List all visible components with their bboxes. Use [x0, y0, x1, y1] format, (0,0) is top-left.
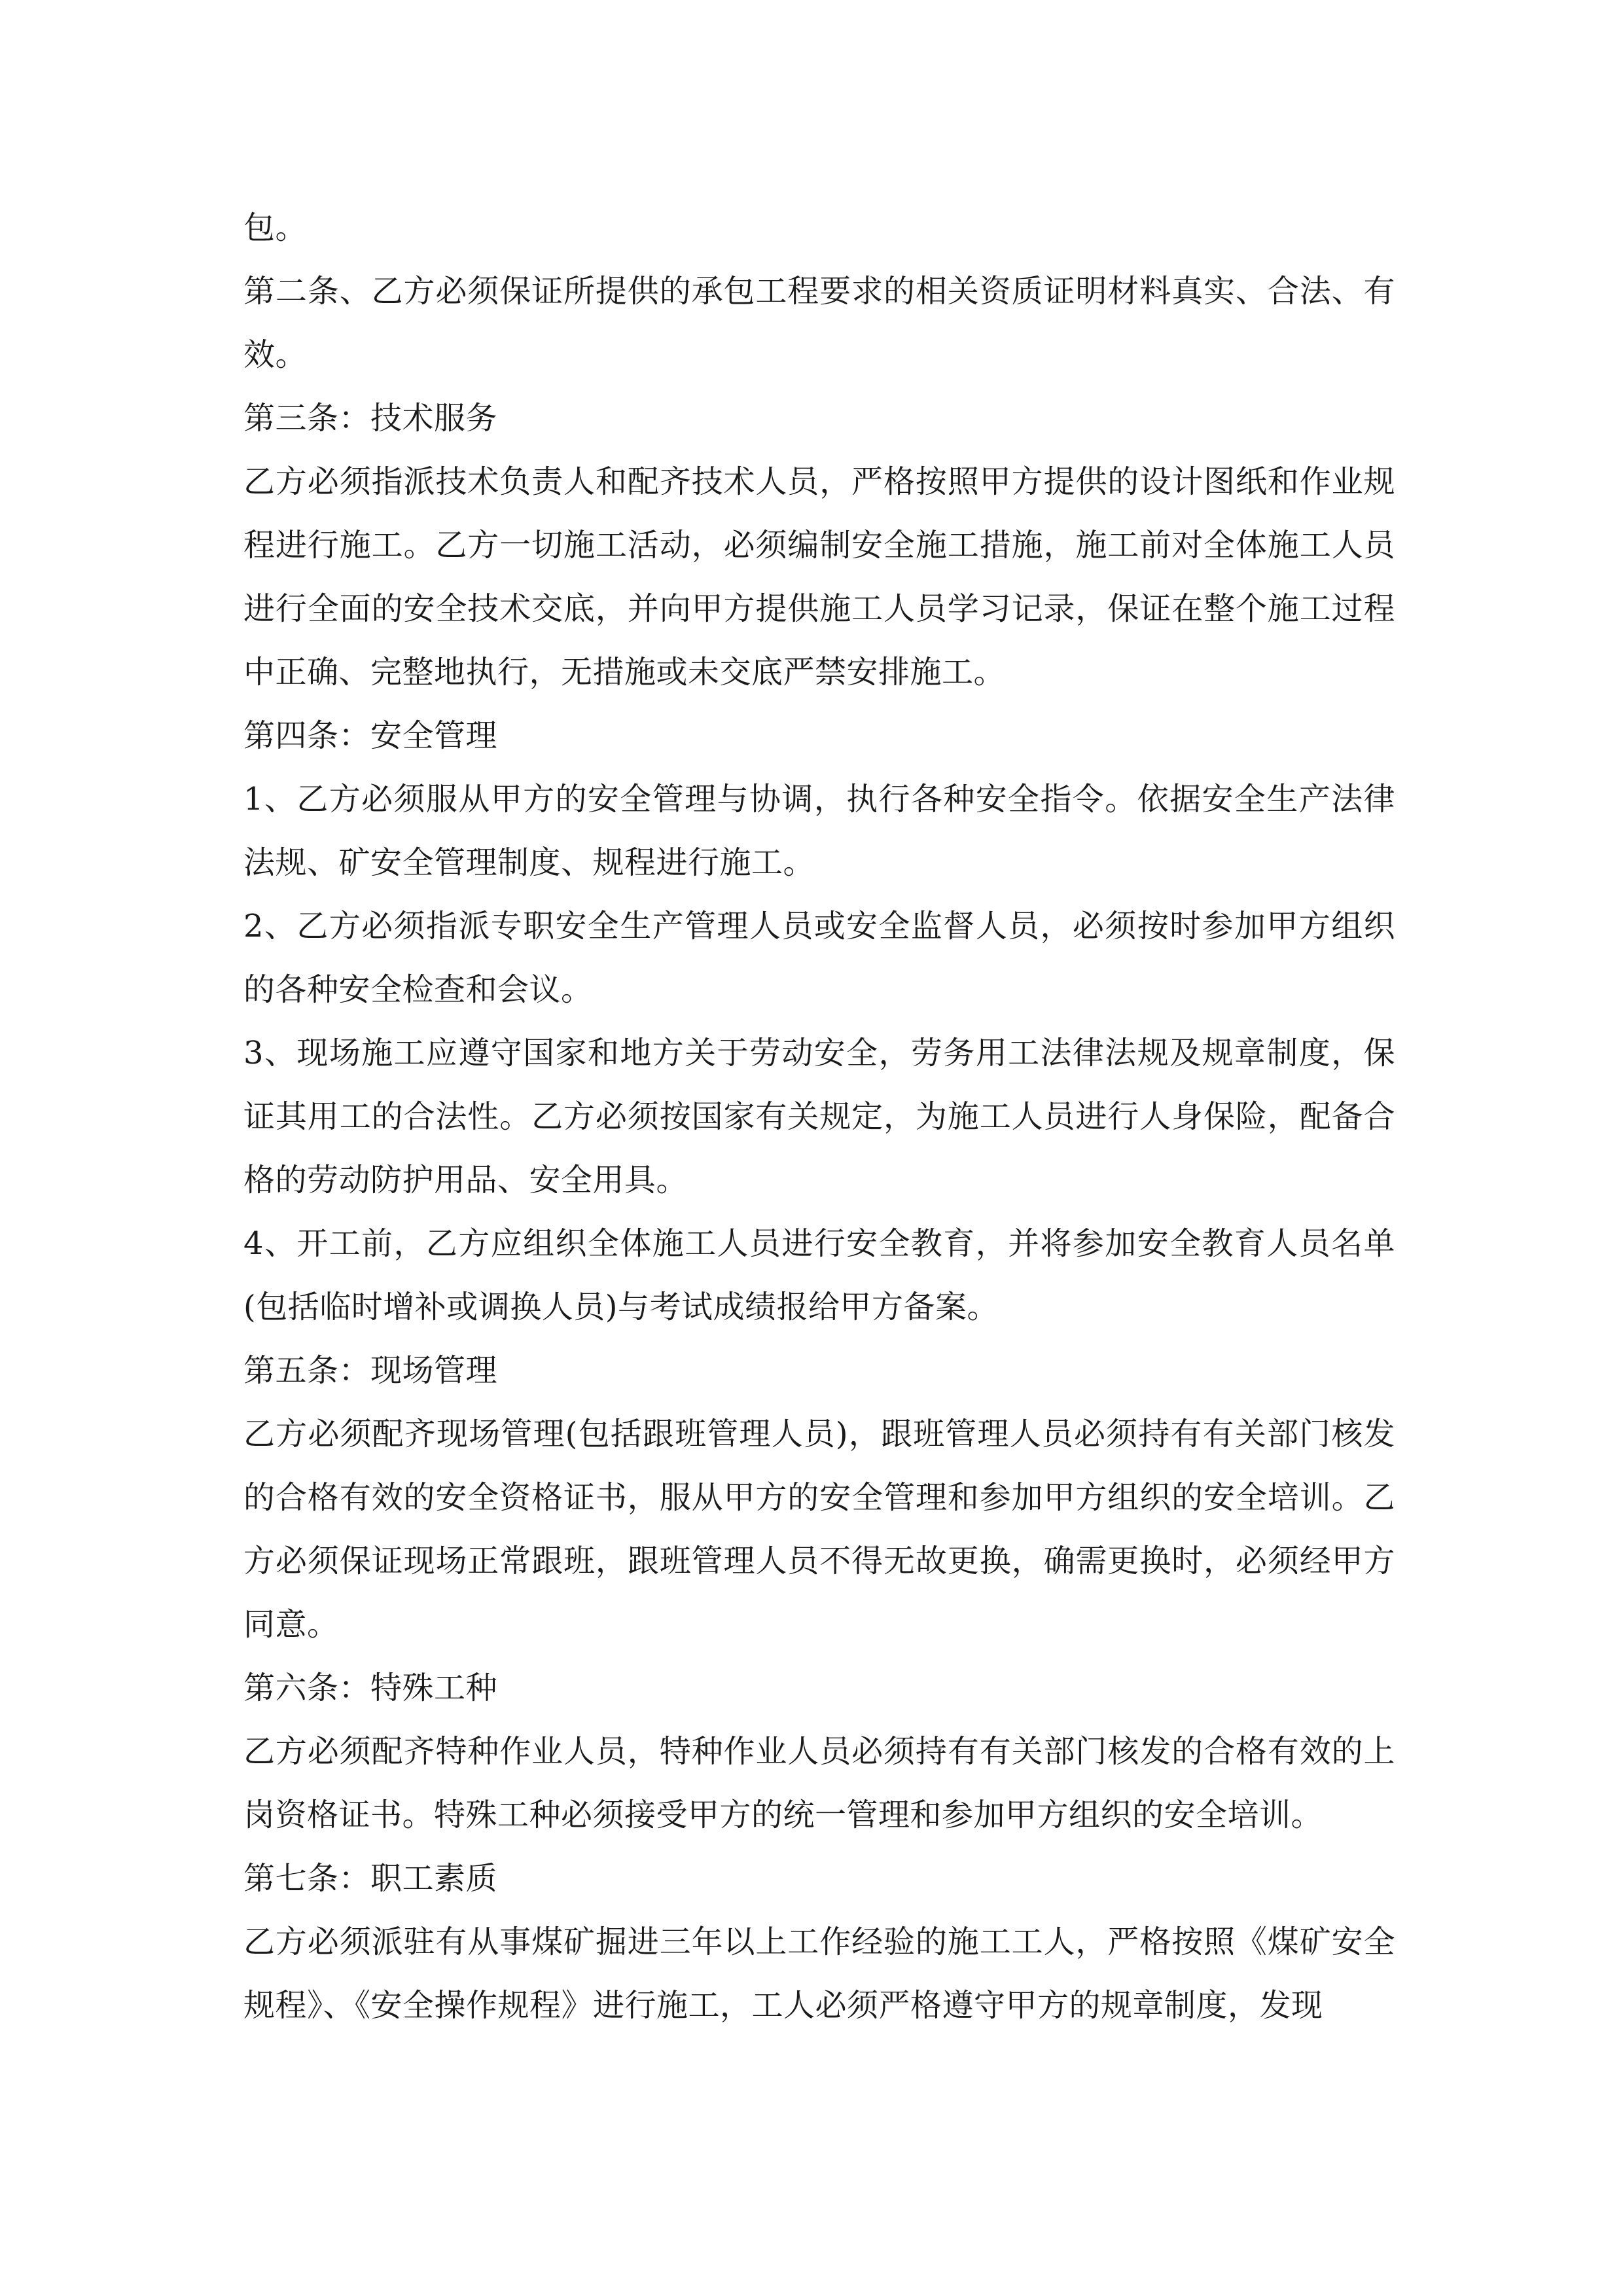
- paragraph-article-2: 第二条、乙方必须保证所提供的承包工程要求的相关资质证明材料真实、合法、有效。: [243, 273, 1395, 373]
- paragraph-continuation: 包。: [243, 209, 308, 246]
- heading-article-7: 第七条：职工素质: [243, 1860, 498, 1897]
- paragraph-technical-service: 乙方必须指派技术负责人和配齐技术人员，严格按照甲方提供的设计图纸和作业规程进行施工。乙方一切施工活动，必须编制安全施工措施，施工前对全体施工人员进行全面的安全技术交底，并向甲方提供施工人员学习记录，保证在整个施工过程中正确、完整地执行，无措施或未交底严禁安排施工。: [243, 463, 1395, 691]
- paragraph-safety-item-3: 3、现场施工应遵守国家和地方关于劳动安全，劳务用工法律法规及规章制度，保证其用工的合法性。乙方必须按国家有关规定，为施工人员进行人身保险，配备合格的劳动防护用品、安全用具。: [243, 1035, 1395, 1198]
- document-body: [243, 196, 1395, 2037]
- paragraph-worker-quality: 乙方必须派驻有从事煤矿掘进三年以上工作经验的施工工人，严格按照《煤矿安全规程》、《安全操作规程》进行施工，工人必须严格遵守甲方的规章制度，发现: [243, 1924, 1395, 2024]
- paragraph-safety-item-1: 1、乙方必须服从甲方的安全管理与协调，执行各种安全指令。依据安全生产法律法规、矿安全管理制度、规程进行施工。: [243, 781, 1395, 881]
- heading-article-5: 第五条：现场管理: [243, 1352, 498, 1389]
- heading-article-6: 第六条：特殊工种: [243, 1670, 498, 1706]
- paragraph-special-trades: 乙方必须配齐特种作业人员，特种作业人员必须持有有关部门核发的合格有效的上岗资格证书。特殊工种必须接受甲方的统一管理和参加甲方组织的安全培训。: [243, 1733, 1395, 1833]
- paragraph-safety-item-4: 4、开工前，乙方应组织全体施工人员进行安全教育，并将参加安全教育人员名单(包括临时增补或调换人员)与考试成绩报给甲方备案。: [243, 1225, 1395, 1325]
- paragraph-safety-item-2: 2、乙方必须指派专职安全生产管理人员或安全监督人员，必须按时参加甲方组织的各种安全检查和会议。: [243, 908, 1395, 1008]
- heading-article-3: 第三条：技术服务: [243, 400, 498, 437]
- heading-article-4: 第四条：安全管理: [243, 717, 498, 754]
- paragraph-site-management: 乙方必须配齐现场管理(包括跟班管理人员)，跟班管理人员必须持有有关部门核发的合格有效的安全资格证书，服从甲方的安全管理和参加甲方组织的安全培训。乙方必须保证现场正常跟班，跟班管理人员不得无故更换，确需更换时，必须经甲方同意。: [243, 1416, 1395, 1643]
